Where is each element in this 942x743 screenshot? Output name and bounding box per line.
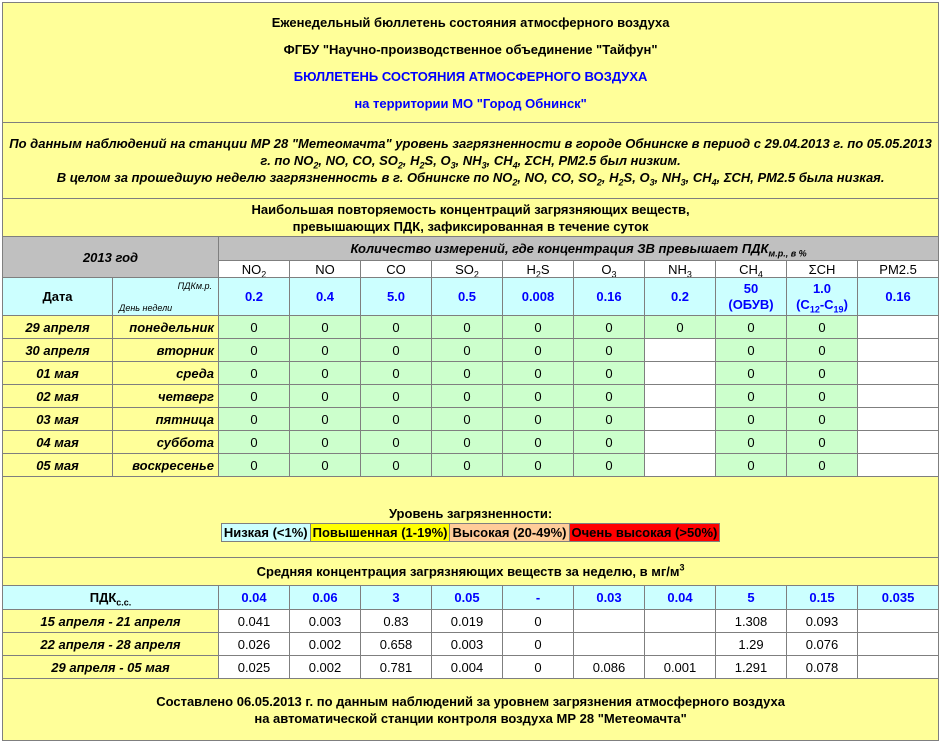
daily-value: 0 (432, 339, 503, 362)
daily-value: 0 (290, 431, 361, 454)
daily-row (3, 454, 939, 477)
average-title-row (3, 558, 939, 586)
average-pdk-value: 0.035 (858, 586, 939, 610)
daily-value (858, 339, 939, 362)
average-value: 1.308 (716, 610, 787, 633)
average-value: 0 (503, 633, 574, 656)
daily-value: 0 (290, 454, 361, 477)
average-period: 29 апреля - 05 мая (3, 656, 219, 679)
pdk-weekday-cell (113, 278, 219, 316)
average-value: 0.026 (219, 633, 290, 656)
average-value: 0.076 (787, 633, 858, 656)
daily-value: 0 (432, 316, 503, 339)
legend-row (3, 477, 939, 558)
average-value (858, 633, 939, 656)
footer-line-2: на автоматической станции контроля воздуха МР 28 "Метеомачта" (254, 710, 687, 726)
daily-value: 0 (574, 408, 645, 431)
pollutant-header: $SO_2$ (432, 261, 503, 278)
daily-date: 04 мая (3, 431, 113, 454)
header-row (3, 3, 939, 123)
daily-value (858, 431, 939, 454)
average-value: 1.29 (716, 633, 787, 656)
pdk-value: 0.5 (432, 278, 503, 316)
daily-value: 0 (787, 408, 858, 431)
pdk-value: 0.2 (219, 278, 290, 316)
daily-value: 0 (574, 362, 645, 385)
daily-value: 0 (787, 431, 858, 454)
daily-value: 0 (645, 316, 716, 339)
daily-value: 0 (361, 454, 432, 477)
average-value: 0.658 (361, 633, 432, 656)
count-title: Количество измерений, где концентрация ЗВ превышает $ПДК_{м.р., в \%}$ (219, 237, 939, 261)
daily-value: 0 (432, 408, 503, 431)
daily-value: 0 (361, 339, 432, 362)
average-value: 1.291 (716, 656, 787, 679)
average-row (3, 633, 939, 656)
pdk-label: ПДКм.р. (177, 281, 212, 291)
daily-value: 0 (716, 385, 787, 408)
daily-value: 0 (503, 408, 574, 431)
average-value: 0.781 (361, 656, 432, 679)
daily-date: 02 мая (3, 385, 113, 408)
daily-value: 0 (574, 339, 645, 362)
average-pdk-value: 0.04 (219, 586, 290, 610)
header-title-line-3: БЮЛЛЕТЕНЬ СОСТОЯНИЯ АТМОСФЕРНОГО ВОЗДУХА (293, 68, 648, 84)
average-value: 0.025 (219, 656, 290, 679)
daily-value: 0 (361, 316, 432, 339)
pdk-value: 0.4 (290, 278, 361, 316)
intro-paragraph (3, 123, 939, 199)
daily-row (3, 362, 939, 385)
daily-value (645, 408, 716, 431)
average-pdk-value: 0.03 (574, 586, 645, 610)
daily-date: 01 мая (3, 362, 113, 385)
daily-value: 0 (219, 408, 290, 431)
year-label: 2013 год (3, 237, 219, 278)
daily-value: 0 (574, 454, 645, 477)
average-value: 0 (503, 656, 574, 679)
count-header-row (3, 237, 939, 261)
daily-value: 0 (361, 431, 432, 454)
pdk-value: 0.16 (858, 278, 939, 316)
daily-value: 0 (574, 431, 645, 454)
average-pdk-value: 0.04 (645, 586, 716, 610)
daily-row (3, 431, 939, 454)
daily-value (645, 454, 716, 477)
daily-value (858, 408, 939, 431)
daily-value: 0 (290, 362, 361, 385)
daily-value: 0 (716, 431, 787, 454)
daily-weekday: четверг (113, 385, 219, 408)
legend-table (221, 523, 721, 542)
daily-value: 0 (716, 454, 787, 477)
daily-value: 0 (432, 431, 503, 454)
pollutant-header: $O_3$ (574, 261, 645, 278)
daily-value: 0 (361, 385, 432, 408)
daily-value: 0 (787, 339, 858, 362)
daily-value: 0 (787, 385, 858, 408)
daily-value: 0 (290, 316, 361, 339)
daily-value: 0 (716, 316, 787, 339)
average-pdk-value: 0.05 (432, 586, 503, 610)
daily-value: 0 (716, 339, 787, 362)
daily-weekday: среда (113, 362, 219, 385)
average-value (574, 610, 645, 633)
average-value: 0.078 (787, 656, 858, 679)
daily-row (3, 408, 939, 431)
average-value: 0 (503, 610, 574, 633)
daily-value: 0 (787, 362, 858, 385)
average-value: 0.003 (432, 633, 503, 656)
daily-value: 0 (290, 408, 361, 431)
legend-item: Низкая (<1%) (221, 524, 310, 542)
pollutant-header: PM2.5 (858, 261, 939, 278)
average-value: 0.086 (574, 656, 645, 679)
pollutant-header: $CH_4$ (716, 261, 787, 278)
pdk-value: 5.0 (361, 278, 432, 316)
header-title-line-1: Еженедельный бюллетень состояния атмосферного воздуха (271, 14, 670, 30)
pdk-value: 0.2 (645, 278, 716, 316)
daily-value (858, 385, 939, 408)
daily-value (645, 362, 716, 385)
average-value (574, 633, 645, 656)
pdk-row (3, 278, 939, 316)
daily-weekday: пятница (113, 408, 219, 431)
daily-value (858, 362, 939, 385)
weekday-label: День недели (119, 303, 173, 313)
daily-value (858, 316, 939, 339)
daily-value: 0 (219, 339, 290, 362)
daily-value: 0 (361, 362, 432, 385)
daily-weekday: суббота (113, 431, 219, 454)
daily-value: 0 (503, 316, 574, 339)
header-cell (3, 3, 939, 123)
legend-item: Очень высокая (>50%) (569, 524, 720, 542)
daily-value (645, 339, 716, 362)
daily-value: 0 (503, 454, 574, 477)
daily-value: 0 (432, 385, 503, 408)
legend-item: Высокая (20-49%) (450, 524, 569, 542)
daily-value: 0 (219, 362, 290, 385)
legend-item: Повышенная (1-19%) (310, 524, 450, 542)
daily-value: 0 (503, 362, 574, 385)
daily-row (3, 339, 939, 362)
daily-value: 0 (503, 431, 574, 454)
average-value: 0.002 (290, 633, 361, 656)
daily-value: 0 (219, 316, 290, 339)
daily-value: 0 (432, 362, 503, 385)
average-pdk-row (3, 586, 939, 610)
daily-date: 03 мая (3, 408, 113, 431)
average-value: 0.001 (645, 656, 716, 679)
daily-value: 0 (787, 454, 858, 477)
repeat-title (3, 199, 939, 237)
repeat-title-row (3, 199, 939, 237)
intro-row (3, 123, 939, 199)
average-value: 0.093 (787, 610, 858, 633)
average-pdk-value: 0.06 (290, 586, 361, 610)
legend-title: Уровень загрязненности: (388, 506, 553, 521)
daily-weekday: понедельник (113, 316, 219, 339)
pdk-value: 0.16 (574, 278, 645, 316)
daily-value (858, 454, 939, 477)
repeat-title-line-1: Наибольшая повторяемость концентраций загрязняющих веществ, (251, 201, 690, 217)
average-title: Средняя концентрация загрязняющих веществ за неделю, в $мг/м^3$ (3, 558, 939, 586)
average-value: 0.002 (290, 656, 361, 679)
daily-value: 0 (290, 385, 361, 408)
header-title-line-2: ФГБУ "Научно-производственное объединение "Тайфун" (283, 41, 658, 57)
pollutant-header: $NH_3$ (645, 261, 716, 278)
daily-value: 0 (219, 431, 290, 454)
daily-value: 0 (432, 454, 503, 477)
pollutant-header: $NO_2$ (219, 261, 290, 278)
average-period: 15 апреля - 21 апреля (3, 610, 219, 633)
pollutant-header: CO (361, 261, 432, 278)
average-value (645, 610, 716, 633)
daily-weekday: вторник (113, 339, 219, 362)
pdk-value: 1.0 $(C_{12}-C_{19})$ (787, 278, 858, 316)
footer-row (3, 679, 939, 741)
average-value (645, 633, 716, 656)
pollutant-header: NO (290, 261, 361, 278)
daily-value (645, 431, 716, 454)
daily-value: 0 (716, 362, 787, 385)
daily-date: 30 апреля (3, 339, 113, 362)
footer-line-1: Составлено 06.05.2013 г. по данным наблюдений за уровнем загрязнения атмосферного воздуха (156, 693, 785, 709)
daily-date: 05 мая (3, 454, 113, 477)
daily-value: 0 (219, 385, 290, 408)
average-value (858, 610, 939, 633)
intro-text-1: По данным наблюдений на станции МР 28 "Метеомачта" уровень загрязненности в городе Обнинске в период с 29.04.2013 г. по 05.05.2013 г. по $NO_2$, NO, CO, $SO_2$, $H_2S$, $O_3$, $NH_3$, $CH_4$, ΣCH, PM2.5 был низким. (9, 136, 932, 171)
daily-row (3, 385, 939, 408)
pollutant-header: $H_2S$ (503, 261, 574, 278)
legend-cell (3, 477, 939, 558)
date-label: Дата (3, 278, 113, 316)
average-pdk-label: $ПДК_{с.с.}$ (3, 586, 219, 610)
pollutant-header: ΣCH (787, 261, 858, 278)
average-value (858, 656, 939, 679)
average-period: 22 апреля - 28 апреля (3, 633, 219, 656)
average-row (3, 656, 939, 679)
daily-weekday: воскресенье (113, 454, 219, 477)
average-value: 0.003 (290, 610, 361, 633)
daily-value: 0 (787, 316, 858, 339)
average-value: 0.83 (361, 610, 432, 633)
bulletin-table (2, 2, 939, 741)
average-pdk-value: - (503, 586, 574, 610)
daily-value: 0 (574, 316, 645, 339)
average-value: 0.041 (219, 610, 290, 633)
daily-value: 0 (503, 339, 574, 362)
average-pdk-value: 0.15 (787, 586, 858, 610)
daily-value: 0 (716, 408, 787, 431)
repeat-title-line-2: превышающих ПДК, зафиксированная в течение суток (292, 218, 649, 234)
daily-value: 0 (361, 408, 432, 431)
daily-value: 0 (503, 385, 574, 408)
header-title-line-4: на территории МО "Город Обнинск" (354, 95, 587, 111)
average-pdk-value: 5 (716, 586, 787, 610)
footer-cell (3, 679, 939, 741)
daily-date: 29 апреля (3, 316, 113, 339)
daily-row (3, 316, 939, 339)
daily-value: 0 (290, 339, 361, 362)
intro-text-2: В целом за прошедшую неделю загрязненность в г. Обнинске по $NO_2$, NO, CO, $SO_2$, $H_2S$, $O_3$, $NH_3$, $CH_4$, ΣCH, PM2.5 была низкая. (56, 170, 885, 188)
daily-value: 0 (574, 385, 645, 408)
daily-value: 0 (219, 454, 290, 477)
pdk-value: 0.008 (503, 278, 574, 316)
average-pdk-value: 3 (361, 586, 432, 610)
bulletin-page (2, 2, 938, 741)
pdk-value: 50 (ОБУВ) (716, 278, 787, 316)
average-row (3, 610, 939, 633)
average-value: 0.004 (432, 656, 503, 679)
daily-value (645, 385, 716, 408)
average-value: 0.019 (432, 610, 503, 633)
